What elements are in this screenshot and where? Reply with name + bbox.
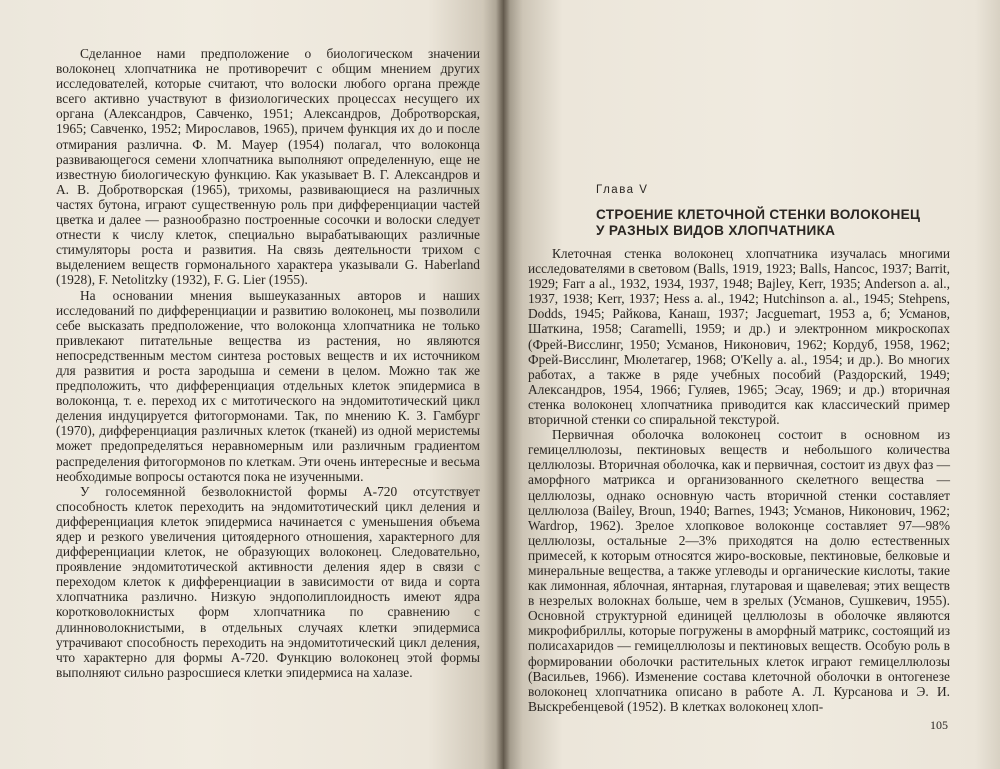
paragraph: Клеточная стенка волоконец хлопчатника изучалась многими исследователями в световом (Balls, 1919, 1923; Balls, Hancoc, 1937; Barrit, 1929; Farr a al., 1932, 1934, 1937, 1948; Bajley, Kerr, 1935; Anderson a. al., 1937, 1938; Kerr, 1937; Hess a. al., 1942; Hutchinson a. al., 1945; Stehpens, Dodds, 1945; Райкова, Канаш, 1937; Jacguemart, 1953 а, б; Усманов, Шаткина, 1958; Caramelli, 1959; и др.) и электронном микроскопах (Фрей-Висслинг, 1950; Усманов, Никонович, 1962; Кордуб, 1958, 1962; Фрей-Висслинг, Мюлетагер, 1968; O'Kelly a. al., 1954; и др.). Во многих работах, а также в ряде учебных пособий (Раздорский, 1949; Александров, 1954, 1966; Гуляев, 1965; Эсау, 1969; и др.) вторичная стенка волоконец хлопчатника приводится как классический пример вторичной стенки со спиральной текстурой. xyxy=(528,246,950,428)
left-page-body xyxy=(56,46,480,680)
paragraph: У голосемянной безволокнистой формы А-720 отсутствует способность клеток переходить на эндомитотический цикл деления и дифференциация клеток эпидермиса начинается с уменьшения объема ядер и резкого увеличения цитоядерного отношения, характерного для дифференциации клеток, не образующих волоконец. Следовательно, проявление эндомитотической активности деления ядер в связи с переходом клеток к дифференциации в зависимости от вида и сорта хлопчатника различно. Низкую эндополиплоидность имеют ядра коротковолокнистых форм хлопчатника по сравнению с длинноволокнистыми, в отдельных случаях клетки эпидермиса утрачивают способность переходить на эндомитотический цикл деления, что характерно для формы А-720. Функцию волоконец этой формы выполняют сильно разросшиеся клетки эпидермиса на халазе. xyxy=(56,483,480,680)
paragraph: Сделанное нами предположение о биологическом значении волоконец хлопчатника не противоречит с общим мнением других исследователей, которые считают, что волоски любого органа прежде всего активно участвуют в физиологических процессах несущего их органа (Александров, Савченко, 1951; Александров, Добротворская, 1965; Савченко, 1952; Мирославов, 1965), причем функция их до и после отмирания различна. Ф. М. Мауер (1954) полагал, что волоконца развивающегося семени хлопчатника выполняют определенную, еще не известную биологическую функцию. Как указывает В. Г. Александров и А. В. Добротворская (1965), трихомы, развивающиеся на различных частях бутона, играют существенную роль при дифференциации частей цветка и далее — разнообразно построенные сосочки и волоски следует отнести к числу клеток, специально вырабатывающих различные стимуляторы роста и развития. На связь деятельности трихом с выделением веществ гормонального характера указывали G. Haberland (1928), F. Netolitzky (1932), F. G. Lier (1955). xyxy=(56,46,480,288)
right-page-body xyxy=(528,246,950,714)
chapter-label: Глава V xyxy=(596,184,649,196)
book-gutter xyxy=(496,0,510,769)
chapter-title: СТРОЕНИЕ КЛЕТОЧНОЙ СТЕНКИ ВОЛОКОНЕЦ У РАЗНЫХ ВИДОВ ХЛОПЧАТНИКА xyxy=(596,207,921,238)
paragraph: Первичная оболочка волоконец состоит в основном из гемицеллюлозы, пектиновых веществ и небольшого количества целлюлозы. Вторичная оболочка, как и первичная, состоит из двух фаз — аморфного матрикса и организованного скелетного вещества — целлюлозы, однако основную часть вторичной стенки составляет целлюлоза (Bailey, Broun, 1940; Barnes, 1943; Усманов, Никонович, 1962; Wardrop, 1962). Зрелое хлопковое волоконце составляет 97—98% целлюлозы, остальные 2—3% приходятся на долю естественных примесей, к которым относятся жиро-восковые, пектиновые, белковые и минеральные вещества, а также углеводы и органические кислоты, такие как лимонная, яблочная, янтарная, глутаровая и щавелевая; этих веществ в незрелых волокнах больше, чем в зрелых (Усманов, Сушкевич, 1955). Основной структурной единицей целлюлозы в оболочке являются микрофибриллы, которые погружены в аморфный матрикс, состоящий из полисахаридов — гемицеллюлозы и пектиновых веществ. Особую роль в формировании оболочки растительных клеток играют гемицеллюлозы (Васильев, 1966). Изменение состава клеточной оболочки в онтогенезе волоконец хлопчатника описано в работе А. Л. Курсанова и Э. И. Выскребенцевой (1952). В клетках волоконец хлоп- xyxy=(528,427,950,714)
paragraph: На основании мнения вышеуказанных авторов и наших исследований по дифференциации и развитию волоконец, мы позволили себе высказать предположение, что волоконца хлопчатника не только привлекают питательные вещества из растения, но являются непосредственным местом синтеза ростовых веществ и их источником для развития и роста зародыша и семени в целом. Можно так же предположить, что дифференциация отдельных клеток эпидермиса в волоконца, т. е. переход их с митотического на эндомитотический цикл деления индуцируется фитогормонами. Так, по мнению К. З. Гамбург (1970), дифференциация различных клеток (тканей) из одной меристемы может предопределяться неравномерным или различным градиентом распределения фитогормонов по клеткам. Эти очень интересные и весьма необходимые вопросы остаются пока не изученными. xyxy=(56,287,480,484)
page-number: 105 xyxy=(930,718,948,732)
